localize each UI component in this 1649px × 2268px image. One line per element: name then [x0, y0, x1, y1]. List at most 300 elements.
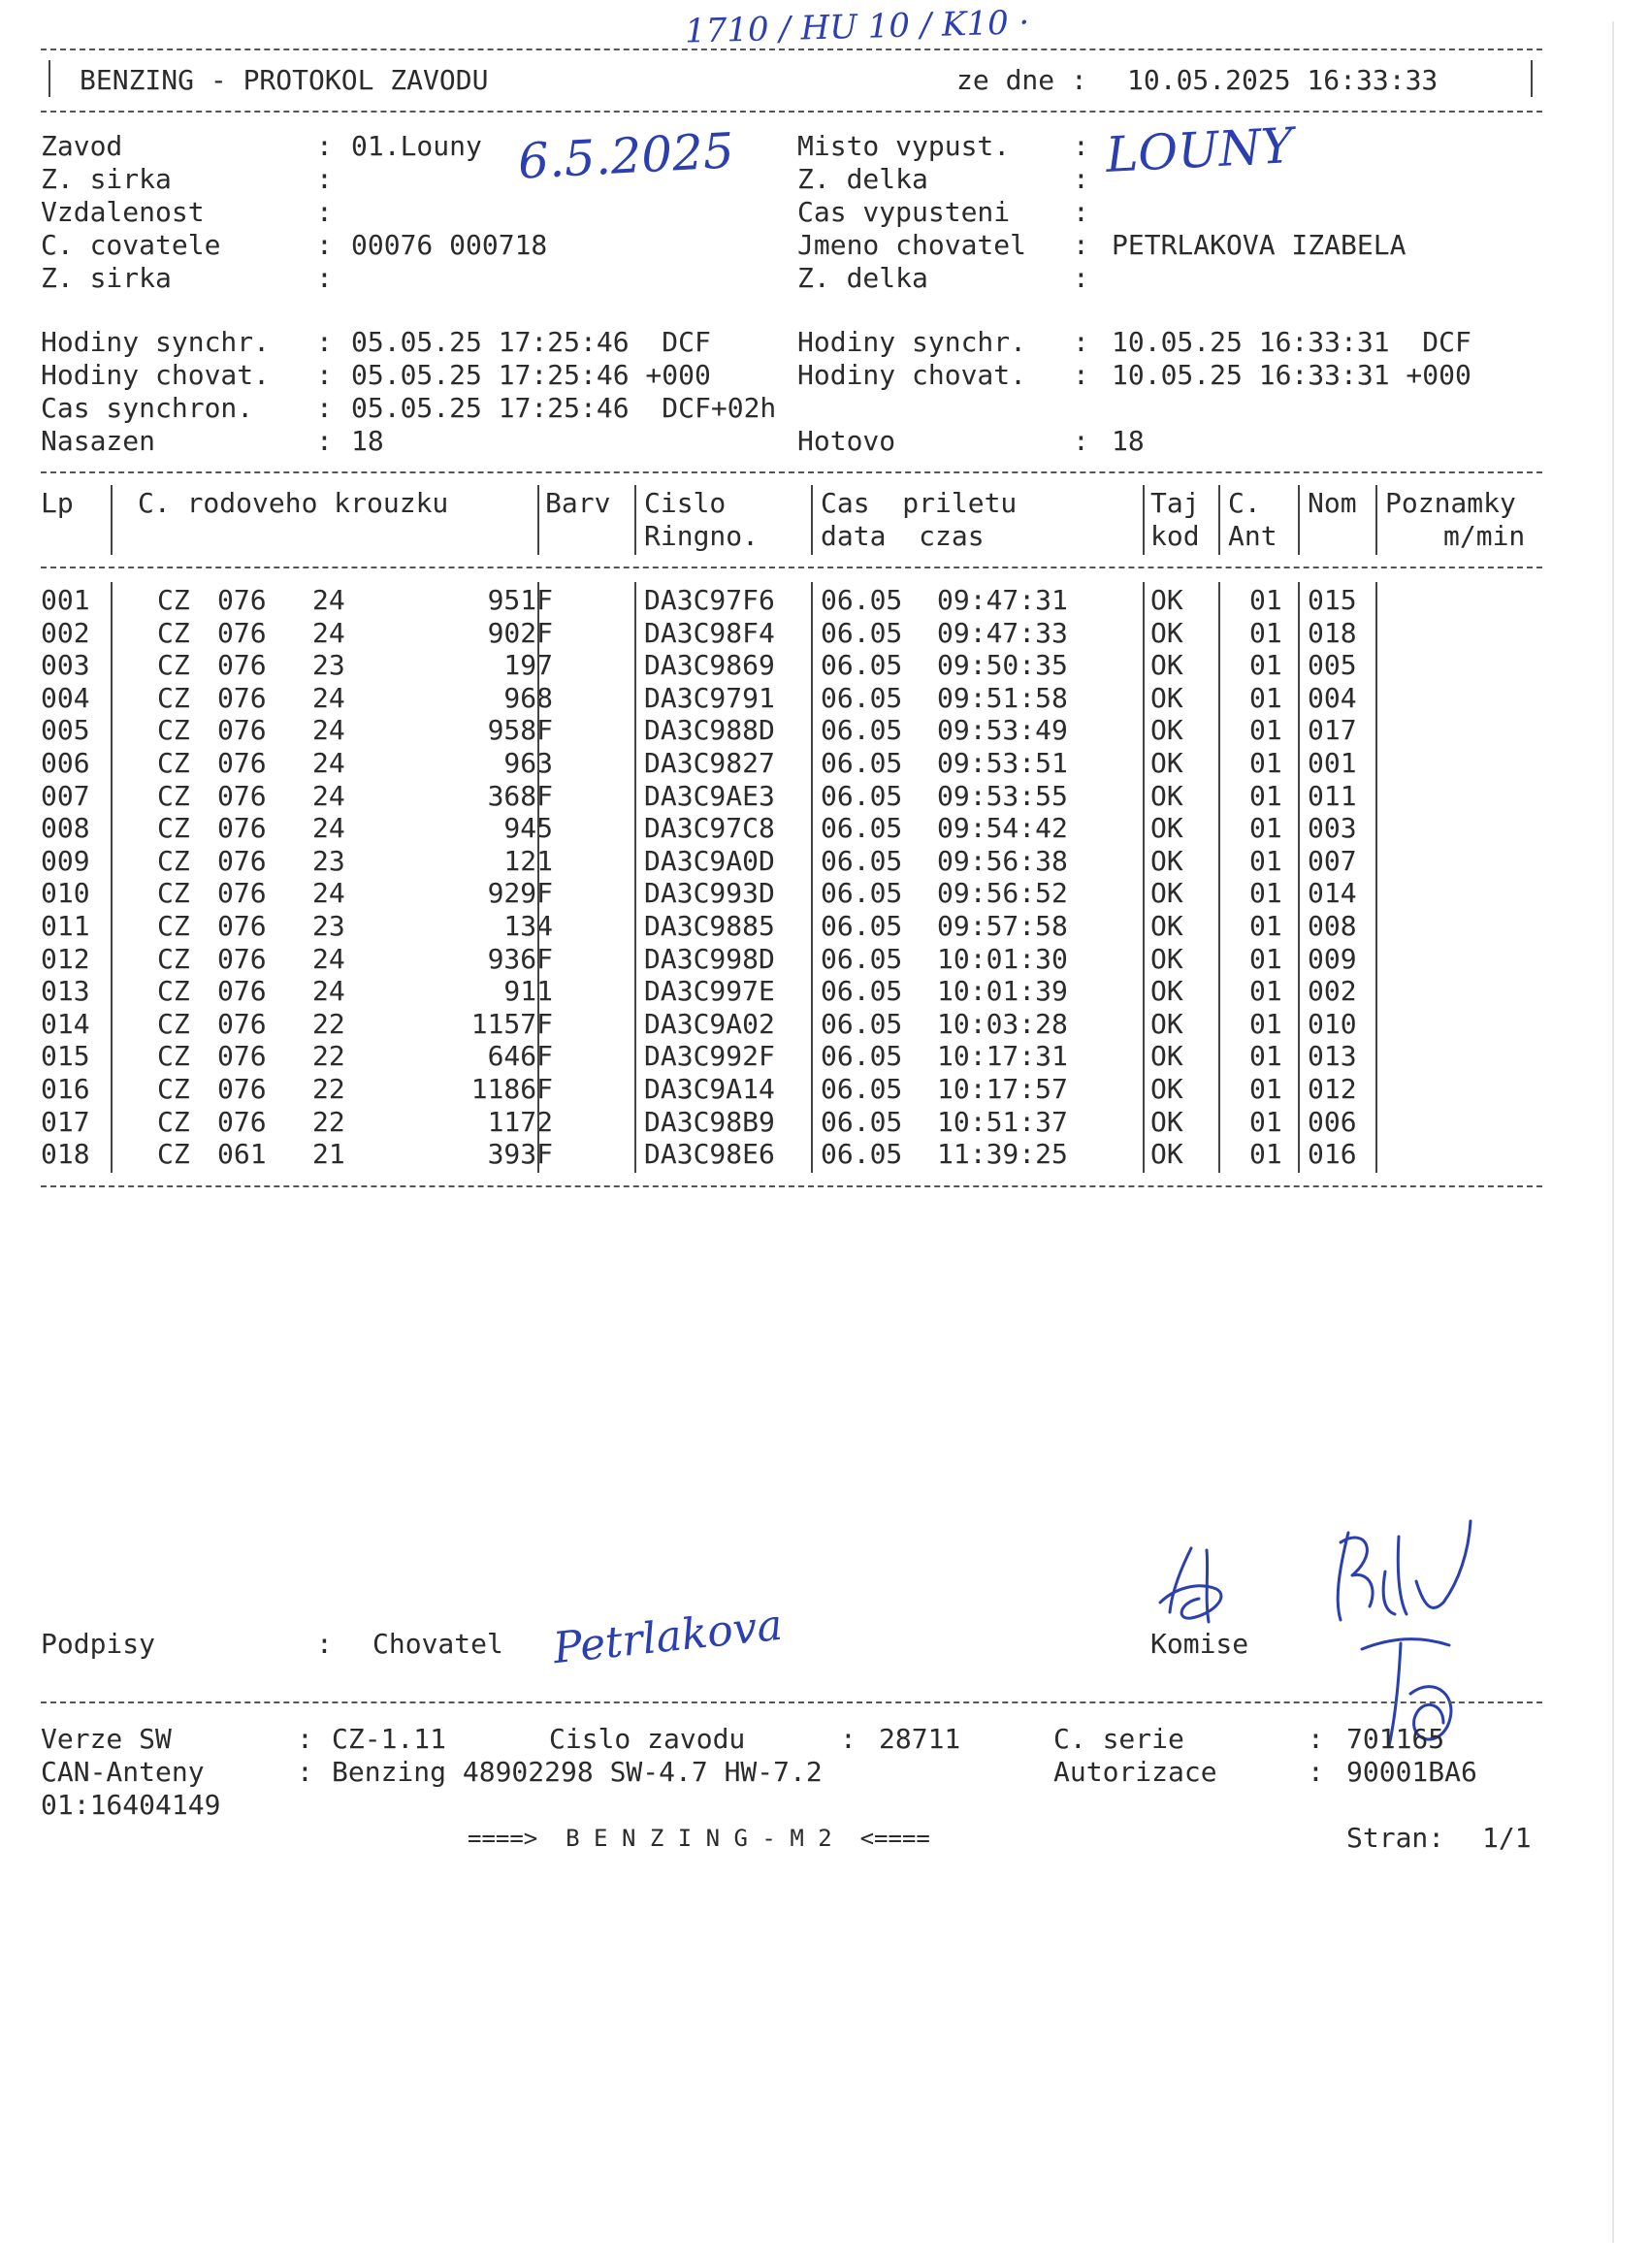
handwritten-top-note: 1710 / HU 10 / K10 · — [684, 3, 1030, 51]
row-date: 06.05 — [821, 943, 903, 975]
page-number: 1/1 — [1482, 1822, 1532, 1854]
row-date: 06.05 — [821, 877, 903, 909]
table-row — [41, 1008, 1554, 1041]
row-time: 10:17:57 — [937, 1073, 1068, 1105]
row-taj-kod: OK — [1150, 617, 1183, 649]
row-year: 21 — [312, 1138, 345, 1170]
footer-top-rule — [41, 1701, 1542, 1703]
row-ringno: DA3C9885 — [644, 910, 775, 942]
row-ant: 01 — [1249, 714, 1282, 746]
row-ant: 01 — [1249, 1008, 1282, 1040]
row-time: 09:47:33 — [937, 617, 1068, 649]
row-ringno: DA3C9791 — [644, 682, 775, 714]
row-taj-kod: OK — [1150, 780, 1183, 812]
info-value-jmeno-chovatel: PETRLAKOVA IZABELA — [1112, 229, 1406, 261]
row-lp: 004 — [41, 682, 90, 714]
row-ant: 01 — [1249, 1073, 1282, 1105]
row-org: 076 — [217, 617, 267, 649]
row-year: 22 — [312, 1040, 345, 1072]
table-row — [41, 747, 1554, 780]
page-title: BENZING - PROTOKOL ZAVODU — [80, 64, 489, 96]
c-serie-label: C. serie — [1053, 1723, 1184, 1755]
header-right-bar — [1531, 60, 1533, 97]
sync-value-nasazen: 18 — [351, 425, 384, 457]
autorizace-label: Autorizace — [1053, 1756, 1217, 1788]
row-lp: 001 — [41, 584, 90, 616]
row-year: 24 — [312, 975, 345, 1007]
page-label: Stran: — [1346, 1822, 1445, 1854]
sync-value-hotovo: 18 — [1112, 425, 1145, 457]
row-nom: 003 — [1308, 812, 1357, 844]
row-year: 24 — [312, 584, 345, 616]
row-taj-kod: OK — [1150, 845, 1183, 877]
row-nom: 008 — [1308, 910, 1357, 942]
row-time: 09:53:51 — [937, 747, 1068, 779]
row-nom: 002 — [1308, 975, 1357, 1007]
table-row — [41, 714, 1554, 747]
row-year: 22 — [312, 1073, 345, 1105]
table-row — [41, 584, 1554, 617]
date-label: ze dne — [956, 64, 1055, 96]
sync-label-hodiny-synchr-end: Hodiny synchr. — [797, 326, 1027, 358]
header-col-divider — [811, 485, 813, 555]
row-ringno: DA3C998D — [644, 943, 775, 975]
colon: : — [316, 262, 333, 294]
row-nom: 018 — [1308, 617, 1357, 649]
row-ring-number: 936F — [487, 943, 553, 975]
row-org: 076 — [217, 682, 267, 714]
row-nom: 017 — [1308, 714, 1357, 746]
table-col-divider — [1218, 582, 1220, 1173]
row-ant: 01 — [1249, 1106, 1282, 1138]
row-ringno: DA3C9827 — [644, 747, 775, 779]
row-ring-number: 911 — [503, 975, 553, 1007]
table-row — [41, 1040, 1554, 1073]
row-ring-number: 1186F — [470, 1073, 553, 1105]
col-header-taj: Taj — [1150, 487, 1200, 519]
row-org: 076 — [217, 812, 267, 844]
row-time: 10:51:37 — [937, 1106, 1068, 1138]
row-year: 24 — [312, 943, 345, 975]
row-country: CZ — [157, 780, 190, 812]
row-country: CZ — [157, 1040, 190, 1072]
row-ant: 01 — [1249, 747, 1282, 779]
table-row — [41, 943, 1554, 976]
row-year: 22 — [312, 1008, 345, 1040]
row-ring-number: 968 — [503, 682, 553, 714]
row-ring-number: 1157F — [470, 1008, 553, 1040]
col-header-data-czas: data czas — [821, 520, 985, 552]
table-col-divider — [1143, 582, 1145, 1173]
table-top-rule — [41, 471, 1542, 473]
sync-label-hodiny-chovat: Hodiny chovat. — [41, 359, 271, 391]
col-header-cislo: Cislo — [644, 487, 727, 519]
row-date: 06.05 — [821, 845, 903, 877]
table-row — [41, 617, 1554, 650]
row-year: 24 — [312, 682, 345, 714]
row-time: 10:01:39 — [937, 975, 1068, 1007]
row-lp: 002 — [41, 617, 90, 649]
row-time: 09:51:58 — [937, 682, 1068, 714]
row-ant: 01 — [1249, 1040, 1282, 1072]
sync-label-cas-synchron: Cas synchron. — [41, 392, 254, 424]
table-row — [41, 780, 1554, 813]
row-time: 09:50:35 — [937, 649, 1068, 681]
col-header-m-min: m/min — [1443, 520, 1526, 552]
row-country: CZ — [157, 845, 190, 877]
benzing-banner: ====> B E N Z I N G - M 2 <==== — [468, 1825, 930, 1852]
row-ring-number: 958F — [487, 714, 553, 746]
info-label-z-sirka-2: Z. sirka — [41, 262, 172, 294]
row-taj-kod: OK — [1150, 1040, 1183, 1072]
row-country: CZ — [157, 1138, 190, 1170]
row-time: 11:39:25 — [937, 1138, 1068, 1170]
row-ant: 01 — [1249, 975, 1282, 1007]
sync-label-hodiny-chovat-end: Hodiny chovat. — [797, 359, 1027, 391]
row-ant: 01 — [1249, 812, 1282, 844]
sync-label-nasazen: Nasazen — [41, 425, 156, 457]
row-year: 24 — [312, 812, 345, 844]
row-ringno: DA3C992F — [644, 1040, 775, 1072]
row-time: 09:56:38 — [937, 845, 1068, 877]
row-taj-kod: OK — [1150, 682, 1183, 714]
col-header-nom: Nom — [1308, 487, 1357, 519]
table-header-rule — [41, 567, 1542, 568]
row-year: 24 — [312, 747, 345, 779]
col-header-c: C. — [1228, 487, 1261, 519]
colon: : — [1308, 1723, 1324, 1755]
info-label-z-delka-2: Z. delka — [797, 262, 928, 294]
row-country: CZ — [157, 1073, 190, 1105]
can-anteny-value: Benzing 48902298 SW-4.7 HW-7.2 — [332, 1756, 823, 1788]
header-col-divider — [1143, 485, 1145, 555]
row-taj-kod: OK — [1150, 1106, 1183, 1138]
row-nom: 001 — [1308, 747, 1357, 779]
row-org: 076 — [217, 845, 267, 877]
row-nom: 011 — [1308, 780, 1357, 812]
row-nom: 010 — [1308, 1008, 1357, 1040]
table-col-divider — [1298, 582, 1300, 1173]
row-taj-kod: OK — [1150, 943, 1183, 975]
colon: : — [316, 196, 333, 228]
row-date: 06.05 — [821, 1073, 903, 1105]
row-taj-kod: OK — [1150, 910, 1183, 942]
row-org: 076 — [217, 780, 267, 812]
col-header-cas-priletu: Cas priletu — [821, 487, 1018, 519]
header-top-rule — [41, 49, 1542, 50]
row-country: CZ — [157, 617, 190, 649]
row-org: 076 — [217, 1040, 267, 1072]
row-date: 06.05 — [821, 1008, 903, 1040]
colon: : — [297, 1756, 313, 1788]
header-col-divider — [111, 485, 113, 555]
row-date: 06.05 — [821, 1138, 903, 1170]
row-lp: 008 — [41, 812, 90, 844]
row-date: 06.05 — [821, 812, 903, 844]
colon: : — [316, 425, 333, 457]
colon: : — [316, 229, 333, 261]
row-ringno: DA3C98F4 — [644, 617, 775, 649]
header-col-divider — [1375, 485, 1377, 555]
col-header-ant: Ant — [1228, 520, 1277, 552]
row-lp: 006 — [41, 747, 90, 779]
header-col-divider — [1218, 485, 1220, 555]
row-org: 076 — [217, 649, 267, 681]
row-ring-number: 929F — [487, 877, 553, 909]
colon: : — [840, 1723, 857, 1755]
cislo-zavodu-label: Cislo zavodu — [549, 1723, 746, 1755]
colon: : — [1308, 1756, 1324, 1788]
colon: : — [1073, 130, 1089, 162]
row-nom: 006 — [1308, 1106, 1357, 1138]
table-row — [41, 910, 1554, 943]
row-lp: 017 — [41, 1106, 90, 1138]
row-ringno: DA3C97F6 — [644, 584, 775, 616]
colon: : — [1073, 163, 1089, 195]
colon: : — [316, 1628, 333, 1660]
chovatel-signature: Petrlakova — [550, 1600, 785, 1674]
table-row — [41, 812, 1554, 845]
handwritten-place: LOUNY — [1104, 116, 1295, 184]
row-org: 061 — [217, 1138, 267, 1170]
header-col-divider — [537, 485, 539, 555]
row-taj-kod: OK — [1150, 1008, 1183, 1040]
row-nom: 013 — [1308, 1040, 1357, 1072]
colon: : — [316, 130, 333, 162]
can-anteny-label: CAN-Anteny — [41, 1756, 205, 1788]
row-nom: 004 — [1308, 682, 1357, 714]
verze-sw-value: CZ-1.11 — [332, 1723, 447, 1755]
info-label-cas-vypusteni: Cas vypusteni — [797, 196, 1011, 228]
row-year: 23 — [312, 649, 345, 681]
colon: : — [1073, 425, 1089, 457]
row-org: 076 — [217, 1106, 267, 1138]
row-ringno: DA3C988D — [644, 714, 775, 746]
c-serie-value: 701165 — [1346, 1723, 1445, 1755]
table-row — [41, 877, 1554, 910]
row-ring-number: 963 — [503, 747, 553, 779]
sync-value-hodiny-synchr-end: 10.05.25 16:33:31 DCF — [1112, 326, 1471, 358]
row-ringno: DA3C9869 — [644, 649, 775, 681]
row-ringno: DA3C98E6 — [644, 1138, 775, 1170]
info-value-c-covatele: 00076 000718 — [351, 229, 548, 261]
row-country: CZ — [157, 714, 190, 746]
row-time: 10:17:31 — [937, 1040, 1068, 1072]
row-lp: 011 — [41, 910, 90, 942]
col-header-ring: C. rodoveho krouzku — [138, 487, 449, 519]
table-row — [41, 1138, 1554, 1171]
row-nom: 007 — [1308, 845, 1357, 877]
row-ant: 01 — [1249, 584, 1282, 616]
row-nom: 015 — [1308, 584, 1357, 616]
row-org: 076 — [217, 943, 267, 975]
row-time: 10:01:30 — [937, 943, 1068, 975]
sync-label-hodiny-synchr: Hodiny synchr. — [41, 326, 271, 358]
row-nom: 005 — [1308, 649, 1357, 681]
row-ring-number: 368F — [487, 780, 553, 812]
colon: : — [1073, 262, 1089, 294]
row-time: 09:56:52 — [937, 877, 1068, 909]
sync-value-hodiny-chovat-end: 10.05.25 16:33:31 +000 — [1112, 359, 1471, 391]
verze-sw-label: Verze SW — [41, 1723, 172, 1755]
colon: : — [316, 326, 333, 358]
row-time: 09:53:55 — [937, 780, 1068, 812]
row-ringno: DA3C997E — [644, 975, 775, 1007]
row-lp: 016 — [41, 1073, 90, 1105]
report-date: 10.05.2025 16:33:33 — [1127, 64, 1439, 96]
row-country: CZ — [157, 584, 190, 616]
row-country: CZ — [157, 877, 190, 909]
row-time: 09:57:58 — [937, 910, 1068, 942]
row-taj-kod: OK — [1150, 1138, 1183, 1170]
row-ring-number: 902F — [487, 617, 553, 649]
row-lp: 018 — [41, 1138, 90, 1170]
row-ringno: DA3C98B9 — [644, 1106, 775, 1138]
col-header-poznamky: Poznamky — [1385, 487, 1516, 519]
row-lp: 013 — [41, 975, 90, 1007]
table-col-divider — [111, 582, 113, 1173]
col-header-barv: Barv — [545, 487, 611, 519]
header-col-divider — [634, 485, 636, 555]
header-bottom-rule — [41, 111, 1542, 113]
info-label-misto-vypust: Misto vypust. — [797, 130, 1011, 162]
info-label-vzdalenost: Vzdalenost — [41, 196, 205, 228]
komise-label: Komise — [1150, 1628, 1249, 1660]
row-ringno: DA3C9A02 — [644, 1008, 775, 1040]
row-date: 06.05 — [821, 714, 903, 746]
table-row — [41, 682, 1554, 715]
info-label-zavod: Zavod — [41, 130, 123, 162]
row-ring-number: 1172 — [487, 1106, 553, 1138]
row-year: 24 — [312, 780, 345, 812]
row-org: 076 — [217, 877, 267, 909]
row-ant: 01 — [1249, 877, 1282, 909]
row-ant: 01 — [1249, 845, 1282, 877]
table-bottom-rule — [41, 1185, 1542, 1187]
row-ring-number: 646F — [487, 1040, 553, 1072]
sync-value-hodiny-synchr-start: 05.05.25 17:25:46 DCF — [351, 326, 711, 358]
row-lp: 005 — [41, 714, 90, 746]
row-taj-kod: OK — [1150, 747, 1183, 779]
row-year: 24 — [312, 617, 345, 649]
row-ring-number: 121 — [503, 845, 553, 877]
row-org: 076 — [217, 1008, 267, 1040]
row-lp: 015 — [41, 1040, 90, 1072]
col-header-ringno: Ringno. — [644, 520, 760, 552]
header-col-divider — [1298, 485, 1300, 555]
row-ring-number: 197 — [503, 649, 553, 681]
row-date: 06.05 — [821, 649, 903, 681]
info-label-jmeno-chovatel: Jmeno chovatel — [797, 229, 1027, 261]
row-lp: 003 — [41, 649, 90, 681]
table-row — [41, 975, 1554, 1008]
date-colon: : — [1071, 64, 1087, 96]
row-org: 076 — [217, 747, 267, 779]
row-country: CZ — [157, 747, 190, 779]
chovatel-label: Chovatel — [372, 1628, 503, 1660]
sync-value-hodiny-chovat-start: 05.05.25 17:25:46 +000 — [351, 359, 711, 391]
info-value-zavod: 01.Louny — [351, 130, 482, 162]
row-year: 24 — [312, 877, 345, 909]
row-date: 06.05 — [821, 975, 903, 1007]
col-header-kod: kod — [1150, 520, 1200, 552]
colon: : — [1073, 229, 1089, 261]
antenna-id: 01:16404149 — [41, 1789, 221, 1821]
row-ant: 01 — [1249, 649, 1282, 681]
row-date: 06.05 — [821, 910, 903, 942]
row-date: 06.05 — [821, 780, 903, 812]
row-time: 09:47:31 — [937, 584, 1068, 616]
row-org: 076 — [217, 714, 267, 746]
row-date: 06.05 — [821, 1106, 903, 1138]
row-org: 076 — [217, 1073, 267, 1105]
row-lp: 009 — [41, 845, 90, 877]
row-org: 076 — [217, 910, 267, 942]
row-country: CZ — [157, 649, 190, 681]
table-col-divider — [1375, 582, 1377, 1173]
row-country: CZ — [157, 1008, 190, 1040]
info-label-z-delka: Z. delka — [797, 163, 928, 195]
autorizace-value: 90001BA6 — [1346, 1756, 1477, 1788]
row-nom: 016 — [1308, 1138, 1357, 1170]
info-label-c-covatele: C. covatele — [41, 229, 221, 261]
row-ringno: DA3C9AE3 — [644, 780, 775, 812]
row-country: CZ — [157, 975, 190, 1007]
komise-signature-1 — [1152, 1542, 1249, 1630]
row-ringno: DA3C97C8 — [644, 812, 775, 844]
row-taj-kod: OK — [1150, 975, 1183, 1007]
row-country: CZ — [157, 812, 190, 844]
colon: : — [1073, 359, 1089, 391]
row-nom: 012 — [1308, 1073, 1357, 1105]
row-time: 09:54:42 — [937, 812, 1068, 844]
table-col-divider — [634, 582, 636, 1173]
row-org: 076 — [217, 584, 267, 616]
row-taj-kod: OK — [1150, 1073, 1183, 1105]
colon: : — [1073, 196, 1089, 228]
row-taj-kod: OK — [1150, 877, 1183, 909]
table-row — [41, 1073, 1554, 1106]
row-lp: 010 — [41, 877, 90, 909]
row-country: CZ — [157, 910, 190, 942]
row-lp: 007 — [41, 780, 90, 812]
colon: : — [297, 1723, 313, 1755]
row-ring-number: 951F — [487, 584, 553, 616]
row-country: CZ — [157, 1106, 190, 1138]
table-col-divider — [537, 582, 539, 1173]
row-ringno: DA3C993D — [644, 877, 775, 909]
sync-label-hotovo: Hotovo — [797, 425, 896, 457]
row-taj-kod: OK — [1150, 714, 1183, 746]
colon: : — [1073, 326, 1089, 358]
row-nom: 014 — [1308, 877, 1357, 909]
podpisy-label: Podpisy — [41, 1628, 156, 1660]
row-time: 10:03:28 — [937, 1008, 1068, 1040]
row-org: 076 — [217, 975, 267, 1007]
row-ant: 01 — [1249, 1138, 1282, 1170]
row-ring-number: 134 — [503, 910, 553, 942]
row-time: 09:53:49 — [937, 714, 1068, 746]
row-year: 23 — [312, 845, 345, 877]
komise-signature-2 — [1323, 1513, 1498, 1639]
row-date: 06.05 — [821, 617, 903, 649]
header-left-bar — [48, 60, 50, 97]
handwritten-date: 6.5.2025 — [516, 122, 736, 190]
row-ant: 01 — [1249, 910, 1282, 942]
col-header-lp: Lp — [41, 487, 74, 519]
row-ring-number: 945 — [503, 812, 553, 844]
colon: : — [316, 392, 333, 424]
